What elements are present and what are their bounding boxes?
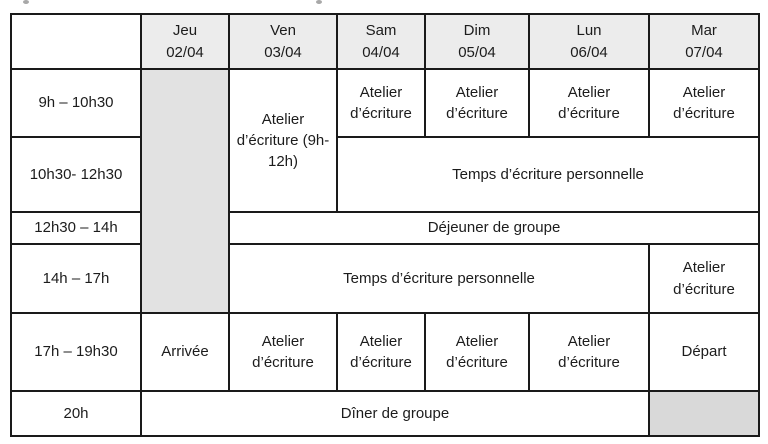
day-header-dim: [425, 14, 529, 69]
cell-ven-atelier-matin: Atelier d’écriture (9h-12h): [229, 69, 337, 212]
day-date: 06/04: [570, 43, 608, 61]
cell-diner: Dîner de groupe: [141, 391, 649, 436]
cell-lun-atelier-soir: Atelier d’écriture: [529, 313, 649, 391]
cell-mar-blocked: [649, 391, 759, 436]
day-name: Jeu: [172, 22, 198, 40]
day-name: Dim: [463, 22, 491, 40]
cell-temps-ecriture-matin: Temps d’écriture personnelle: [337, 137, 759, 212]
cell-ven-atelier-soir: Atelier d’écriture: [229, 313, 337, 391]
row-9h-10h30: [11, 69, 759, 137]
timeslot-17h-19h30: 17h – 19h30: [11, 313, 141, 391]
day-header-jeu: [141, 14, 229, 69]
row-20h: [11, 391, 759, 436]
row-12h30-14h: [11, 212, 759, 244]
day-header-sam: [337, 14, 425, 69]
day-name: Ven: [270, 22, 296, 40]
cell-mar-atelier-matin: Atelier d’écriture: [649, 69, 759, 137]
timeslot-20h: 20h: [11, 391, 141, 436]
cell-sam-atelier-soir: Atelier d’écriture: [337, 313, 425, 391]
cell-mar-atelier-aprem: Atelier d’écriture: [649, 244, 759, 313]
row-10h30-12h30: [11, 137, 759, 212]
day-date: 05/04: [458, 43, 496, 61]
day-name: Mar: [691, 22, 717, 40]
day-date: 04/04: [362, 43, 400, 61]
day-name: Sam: [365, 22, 397, 40]
cell-temps-ecriture-aprem: Temps d’écriture personnelle: [229, 244, 649, 313]
day-date: 03/04: [264, 43, 302, 61]
timeslot-10h30-12h30: 10h30- 12h30: [11, 137, 141, 212]
cell-mar-depart: Départ: [649, 313, 759, 391]
cell-dim-atelier-matin: Atelier d’écriture: [425, 69, 529, 137]
cell-jeu-blocked: [141, 69, 229, 313]
day-name: Lun: [576, 22, 602, 40]
day-header-ven: [229, 14, 337, 69]
timeslot-12h30-14h: 12h30 – 14h: [11, 212, 141, 244]
day-date: 02/04: [166, 43, 204, 61]
cell-lun-atelier-matin: Atelier d’écriture: [529, 69, 649, 137]
day-date: 07/04: [685, 43, 723, 61]
timeslot-9h-10h30: 9h – 10h30: [11, 69, 141, 137]
cell-dejeuner: Déjeuner de groupe: [229, 212, 759, 244]
row-17h-19h30: [11, 313, 759, 391]
day-header-lun: [529, 14, 649, 69]
page-artifact-dot: [23, 0, 29, 4]
day-header-mar: [649, 14, 759, 69]
header-row: [11, 14, 759, 69]
cell-sam-atelier-matin: Atelier d’écriture: [337, 69, 425, 137]
cell-dim-atelier-soir: Atelier d’écriture: [425, 313, 529, 391]
page-artifact-dot: [316, 0, 322, 4]
cell-jeu-arrivee: Arrivée: [141, 313, 229, 391]
row-14h-17h: [11, 244, 759, 313]
schedule-table: [10, 13, 760, 437]
timeslot-14h-17h: 14h – 17h: [11, 244, 141, 313]
corner-cell: [11, 14, 141, 69]
